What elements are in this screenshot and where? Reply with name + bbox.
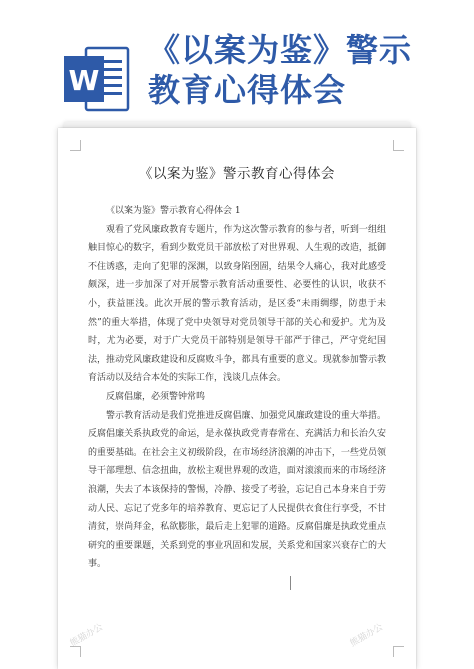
crop-mark-top-left — [70, 140, 81, 151]
document-page — [58, 128, 416, 669]
crop-mark-bottom-right — [393, 646, 404, 657]
svg-text:W: W — [68, 64, 100, 97]
crop-mark-top-right — [393, 140, 404, 151]
paragraph-section-body: 警示教育活动是我们党推进反腐倡廉、加强党风廉政建设的重大举措。反腐倡廉关系执政党的命运，是永葆执政党青春常在、充满活力和长治久安的重要基础。在社会主义初级阶段，在市场经济浪潮的冲击下，一些党员领导干部理想、信念扭曲，放松主观世界观的改造，面对滚滚而来的市场经济浪潮，失去了本该保持的警惕，冷静、接受了考验，忘记自己本身来自于劳动人民、忘记了党多年的培养教育、更忘记了人民提供衣食住行享受，不甘清贫，崇尚拜金，私欲膨胀，最后走上犯罪的道路。反腐倡廉是执政党重点研究的重要课题，关系到党的事业巩固和发展，关系党和国家兴衰存亡的大事。 — [88, 410, 386, 570]
header-banner — [0, 0, 474, 120]
document-body — [88, 202, 386, 574]
document-title: 《以案为鉴》警示教育心得体会 — [139, 166, 335, 182]
paragraph-subtitle: 《以案为鉴》警示教育心得体会 1 — [106, 206, 241, 216]
banner-title-line2: 教育心得体会 — [148, 71, 347, 109]
watermark: 熊猫办公 — [348, 622, 385, 650]
paragraph-section-heading: 反腐倡廉，必须警钟常鸣 — [106, 391, 206, 402]
watermark: 熊猫办公 — [68, 622, 105, 650]
banner-title — [148, 30, 468, 110]
word-document-icon — [62, 44, 132, 114]
banner-title-line1: 《以案为鉴》警示 — [148, 31, 413, 69]
paragraph-intro: 观看了党风廉政教育专题片，作为这次警示教育的参与者，听到一组组触目惊心的数字，看到少数党员干部放松了对世界观、人生观的改造，抵御不住诱惑，走向了犯罪的深渊，以致身陷囹圄，结果令人痛心，我对此感受颇深，进一步加深了对开展警示教育活动重要性、必要性的认识，收获不小，获益匪浅。此次开展的警示教育活动，是区委“未雨绸缪，防患于未然”的重大举措，体现了党中央领导对党员领导干部的关心和爱护。尤为及时，尤为必要，对于广大党员干部特别是领导干部严于律己，严守党纪国法，推动党风廉政建设和反腐败斗争，都具有重要的意义。现就参加警示教育活动以及结合本处的实际工作，浅谈几点体会。 — [88, 224, 386, 384]
text-cursor — [290, 576, 291, 590]
